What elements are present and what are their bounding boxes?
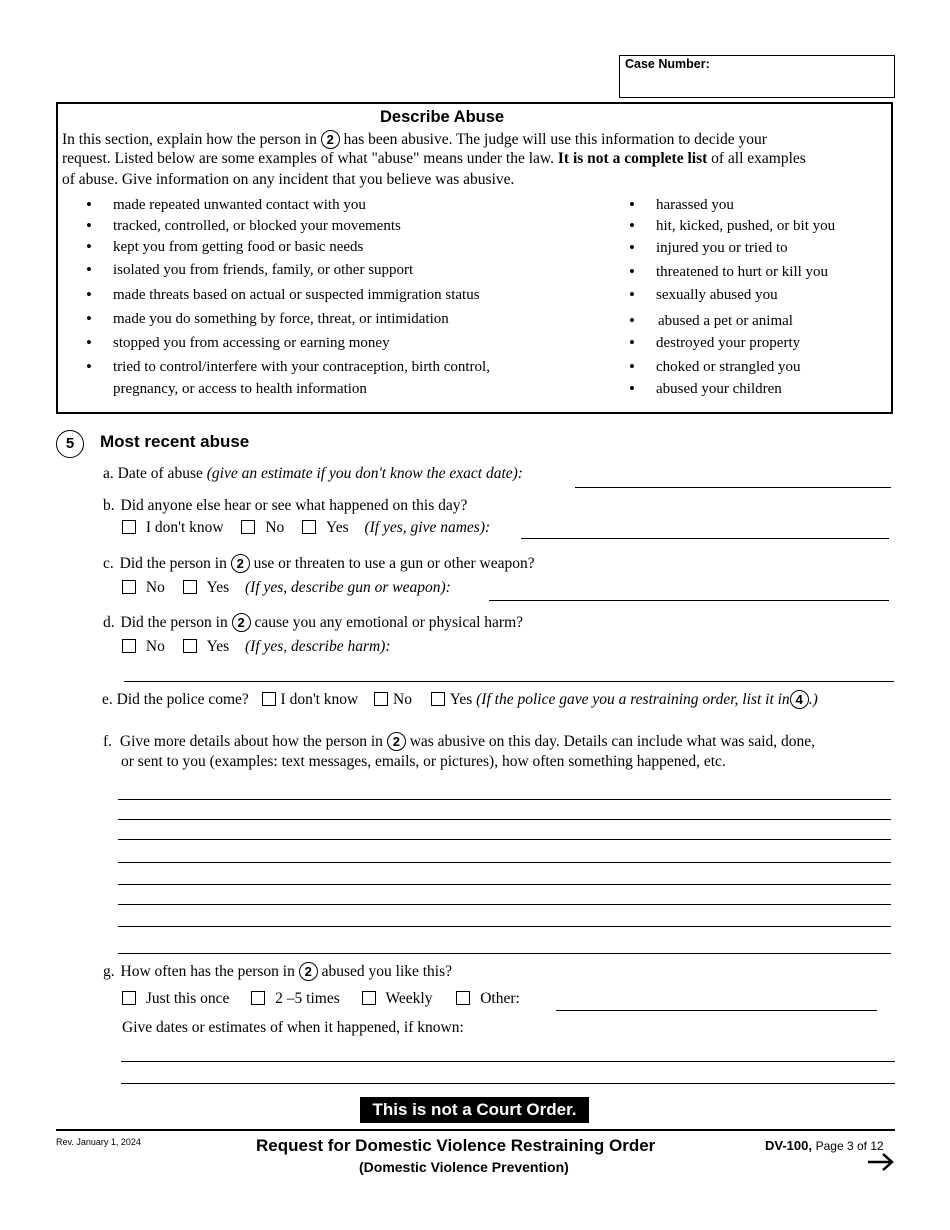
form-subtitle: (Domestic Violence Prevention) bbox=[359, 1159, 569, 1175]
page-number: Page 3 of 12 bbox=[815, 1139, 884, 1153]
g-weekly-checkbox[interactable] bbox=[362, 991, 376, 1005]
date-of-abuse-field[interactable] bbox=[575, 487, 891, 488]
b-no-label: No bbox=[265, 519, 285, 536]
item-g-label: g. bbox=[103, 963, 115, 980]
f-details-line-2[interactable] bbox=[118, 819, 891, 820]
not-court-order-notice: This is not a Court Order. bbox=[360, 1097, 589, 1123]
g-dates-text: Give dates or estimates of when it happened, if known: bbox=[122, 1019, 464, 1036]
item-f-label: f. bbox=[103, 733, 113, 750]
g-weekly-label: Weekly bbox=[385, 990, 433, 1007]
case-number-label: Case Number: bbox=[625, 57, 710, 71]
describe-abuse-title: Describe Abuse bbox=[380, 108, 505, 126]
revision-date: Rev. January 1, 2024 bbox=[56, 1137, 141, 1147]
f-details-line-3[interactable] bbox=[118, 839, 891, 840]
ref-2-circle: 2 bbox=[387, 732, 406, 751]
b-dont-know-label: I don't know bbox=[145, 519, 224, 536]
g-2-5-times-checkbox[interactable] bbox=[251, 991, 265, 1005]
g-once-label: Just this once bbox=[145, 990, 230, 1007]
b-no-checkbox[interactable] bbox=[241, 520, 255, 534]
item-f-text-2: was abusive on this day. Details can include what was said, done, bbox=[409, 733, 816, 750]
c-yes-label: Yes bbox=[206, 579, 230, 596]
item-d-text-2: cause you any emotional or physical harm? bbox=[254, 614, 524, 631]
footer-divider bbox=[56, 1129, 895, 1131]
next-page-arrow-icon[interactable] bbox=[867, 1152, 895, 1172]
d-no-checkbox[interactable] bbox=[122, 639, 136, 653]
intro-text-3: request. Listed below are some examples of what "abuse" means under the law. bbox=[62, 150, 554, 167]
b-dont-know-checkbox[interactable] bbox=[122, 520, 136, 534]
item-g-options bbox=[122, 990, 520, 1008]
item-e-label: e. bbox=[102, 691, 113, 708]
e-yes-label: Yes bbox=[449, 691, 473, 708]
item-d-label: d. bbox=[103, 614, 115, 631]
intro-line-2 bbox=[62, 150, 806, 168]
b-names-field[interactable] bbox=[521, 538, 889, 539]
b-yes-label: Yes bbox=[326, 519, 349, 536]
e-no-label: No bbox=[393, 691, 412, 708]
f-details-line-4[interactable] bbox=[118, 862, 891, 863]
form-title: Request for Domestic Violence Restraining Order bbox=[256, 1136, 656, 1155]
ref-4-circle: 4 bbox=[790, 690, 809, 709]
case-number-box[interactable] bbox=[619, 55, 895, 98]
item-d bbox=[103, 613, 523, 632]
item-c-options bbox=[122, 579, 451, 597]
item-f-text-3: or sent to you (examples: text messages, emails, or pictures), how often something happened, etc. bbox=[121, 753, 726, 770]
e-hint-1: (If the police gave you a restraining order, list it in bbox=[476, 691, 790, 708]
g-dates-line-1[interactable] bbox=[121, 1061, 895, 1062]
c-yes-checkbox[interactable] bbox=[183, 580, 197, 594]
g-other-field[interactable] bbox=[556, 1010, 877, 1011]
e-no-checkbox[interactable] bbox=[374, 692, 388, 706]
item-a-label: a. bbox=[103, 465, 114, 482]
form-page-number bbox=[765, 1138, 884, 1153]
e-dont-know-label: I don't know bbox=[280, 691, 359, 708]
g-other-checkbox[interactable] bbox=[456, 991, 470, 1005]
g-dates-prompt bbox=[122, 1019, 464, 1037]
d-harm-field[interactable] bbox=[124, 681, 894, 682]
ref-2-circle: 2 bbox=[299, 962, 318, 981]
section-5-title: Most recent abuse bbox=[100, 432, 250, 451]
c-no-label: No bbox=[145, 579, 165, 596]
item-c-text-2: use or threaten to use a gun or other weapon? bbox=[253, 555, 535, 572]
intro-text-5: of abuse. Give information on any incident that you believe was abusive. bbox=[62, 171, 515, 188]
g-2-5-times-label: 2 –5 times bbox=[275, 990, 340, 1007]
item-b-label: b. bbox=[103, 497, 115, 514]
intro-text-1: In this section, explain how the person in bbox=[62, 131, 317, 148]
ref-2-circle: 2 bbox=[232, 613, 251, 632]
intro-bold: It is not a complete list bbox=[557, 150, 708, 167]
item-c bbox=[103, 554, 535, 573]
e-hint-2: .) bbox=[808, 691, 818, 708]
ref-2-circle: 2 bbox=[231, 554, 250, 573]
item-a-text: Date of abuse bbox=[117, 465, 203, 482]
intro-text-4: of all examples bbox=[711, 150, 806, 167]
intro-line-3 bbox=[62, 171, 514, 189]
item-b-text: Did anyone else hear or see what happened on this day? bbox=[120, 497, 468, 514]
item-g-text-1: How often has the person in bbox=[120, 963, 295, 980]
d-hint: (If yes, describe harm): bbox=[245, 638, 391, 655]
f-details-line-8[interactable] bbox=[118, 953, 891, 954]
f-details-line-1[interactable] bbox=[118, 799, 891, 800]
item-a-hint: (give an estimate if you don't know the exact date): bbox=[206, 465, 523, 482]
item-c-text-1: Did the person in bbox=[119, 555, 227, 572]
d-no-label: No bbox=[145, 638, 165, 655]
item-f-line-2 bbox=[121, 753, 726, 771]
d-yes-label: Yes bbox=[206, 638, 230, 655]
e-yes-checkbox[interactable] bbox=[431, 692, 445, 706]
section-5-number: 5 bbox=[56, 430, 84, 458]
c-no-checkbox[interactable] bbox=[122, 580, 136, 594]
item-g bbox=[103, 962, 452, 981]
f-details-line-6[interactable] bbox=[118, 904, 891, 905]
b-yes-checkbox[interactable] bbox=[302, 520, 316, 534]
item-e-text: Did the police come? bbox=[116, 691, 249, 708]
f-details-line-7[interactable] bbox=[118, 926, 891, 927]
c-hint: (If yes, describe gun or weapon): bbox=[245, 579, 451, 596]
item-d-text-1: Did the person in bbox=[120, 614, 228, 631]
intro-text-2: has been abusive. The judge will use this information to decide your bbox=[343, 131, 767, 148]
form-id: DV-100, bbox=[765, 1138, 812, 1153]
item-f-text-1: Give more details about how the person in bbox=[119, 733, 383, 750]
e-dont-know-checkbox[interactable] bbox=[262, 692, 276, 706]
d-yes-checkbox[interactable] bbox=[183, 639, 197, 653]
item-a bbox=[103, 465, 523, 483]
item-g-text-2: abused you like this? bbox=[321, 963, 453, 980]
g-other-label: Other: bbox=[480, 990, 520, 1007]
item-b bbox=[103, 497, 467, 515]
g-once-checkbox[interactable] bbox=[122, 991, 136, 1005]
c-weapon-field[interactable] bbox=[489, 600, 889, 601]
ref-2-circle: 2 bbox=[321, 130, 340, 149]
f-details-line-5[interactable] bbox=[118, 884, 891, 885]
item-f bbox=[103, 732, 815, 751]
item-b-options bbox=[122, 519, 490, 537]
b-hint: (If yes, give names): bbox=[364, 519, 491, 536]
item-c-label: c. bbox=[103, 555, 114, 572]
intro-line-1 bbox=[62, 130, 767, 149]
item-d-options bbox=[122, 638, 391, 656]
g-dates-line-2[interactable] bbox=[121, 1083, 895, 1084]
item-e bbox=[102, 690, 818, 709]
